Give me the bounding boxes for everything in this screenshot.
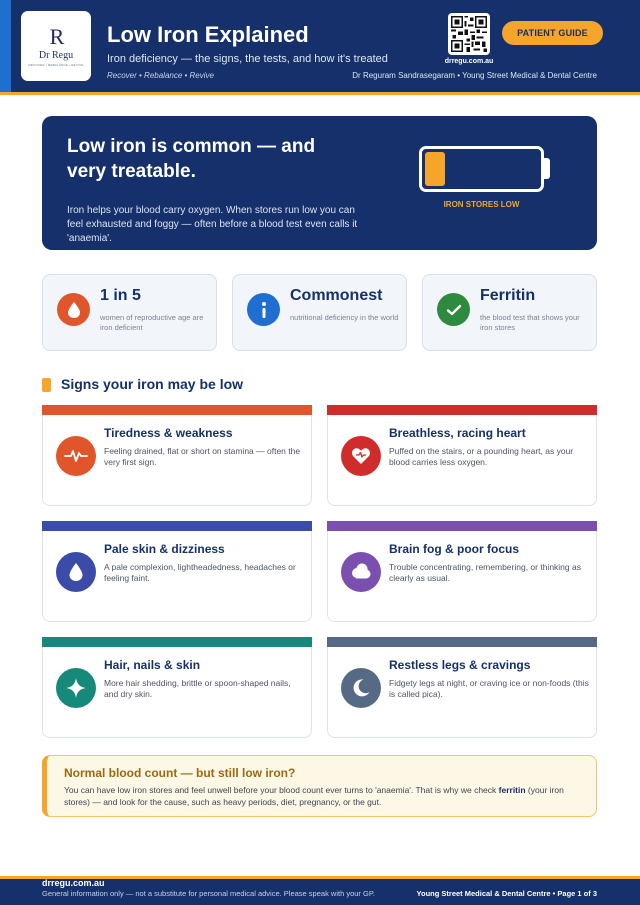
footer-page-info: Young Street Medical & Dental Centre • Page 1 of 3 [416, 889, 597, 898]
sparkle-icon [56, 668, 96, 708]
qr-code-icon[interactable] [448, 13, 490, 55]
sign-title: Tiredness & weakness [104, 426, 233, 440]
section-marker [42, 378, 51, 392]
card-color-bar [327, 405, 597, 415]
sign-title: Hair, nails & skin [104, 658, 201, 672]
header-divider [0, 92, 640, 95]
card-color-bar [327, 521, 597, 531]
sign-body: Feeling drained, flat or short on stamina — often the very first sign. [104, 446, 301, 467]
drop-icon [57, 293, 90, 326]
callout-body [64, 785, 589, 808]
sign-body: Trouble concentrating, remembering, or thinking as clearly as usual. [389, 562, 581, 583]
info-icon [247, 293, 280, 326]
battery-tip [544, 158, 550, 179]
sign-title: Pale skin & dizziness [104, 542, 225, 556]
callout-text: You can have low iron stores and feel unwell before your blood count ever turns to 'anaemia'. That is why we check [64, 785, 499, 795]
page-title: Low Iron Explained [107, 22, 309, 47]
cloud-icon [341, 552, 381, 592]
stat-value: Ferritin [480, 287, 536, 304]
logo-tagline: RECOVER • REBALANCE • REVIVE [28, 62, 84, 67]
info-callout [42, 755, 597, 817]
sign-title: Breathless, racing heart [389, 426, 526, 440]
section-title: Signs your iron may be low [61, 376, 244, 392]
card-color-bar [327, 637, 597, 647]
heart-icon [341, 436, 381, 476]
sign-card-breathless [327, 405, 597, 506]
footer-disclaimer: General information only — not a substitute for personal medical advice. Please speak with your GP. [42, 889, 375, 898]
sign-card-brain-fog [327, 521, 597, 622]
footer-url[interactable]: drregu.com.au [42, 878, 105, 888]
logo-mark: R [49, 23, 63, 49]
hero-body: Iron helps your blood carry oxygen. When stores run low you can feel exhausted and foggy — often before a blood test even calls it 'anaemia'. [67, 205, 358, 244]
stat-note: nutritional deficiency in the world [290, 313, 399, 322]
stat-value: Commonest [290, 287, 383, 304]
motto: Recover • Rebalance • Revive [107, 71, 214, 80]
pulse-icon [56, 436, 96, 476]
sign-card-tiredness [42, 405, 312, 506]
qr-url: drregu.com.au [444, 58, 494, 65]
battery-level-fill [425, 152, 445, 186]
battery-icon [419, 146, 544, 192]
callout-emphasis: ferritin [498, 785, 526, 795]
header-accent-stripe [0, 0, 11, 92]
page-header [0, 0, 640, 92]
page-footer [0, 876, 640, 905]
callout-title: Normal blood count — but still low iron? [64, 766, 296, 780]
card-color-bar [42, 521, 312, 531]
card-color-bar [42, 637, 312, 647]
callout-text: (your iron stores) — and look for the cause, such as heavy periods, diet, pregnancy, or the gut. [64, 785, 564, 807]
hero-banner [42, 116, 597, 250]
stat-value: 1 in 5 [100, 287, 141, 304]
logo-name: Dr Regu [38, 49, 74, 61]
stat-note: the blood test that shows your iron stores [480, 313, 580, 332]
card-color-bar [42, 405, 312, 415]
sign-title: Brain fog & poor focus [389, 542, 519, 556]
sign-body: Fidgety legs at night, or craving ice or non-foods (this is called pica). [389, 678, 589, 699]
stat-card-prevalence [42, 274, 217, 351]
page-subtitle: Iron deficiency — the signs, the tests, and how it's treated [107, 53, 388, 65]
stat-card-ferritin [422, 274, 597, 351]
sign-body: A pale complexion, lightheadedness, headaches or feeling faint. [104, 562, 296, 583]
hero-title: Low iron is common — and very treatable. [67, 136, 316, 182]
moon-icon [341, 668, 381, 708]
logo [21, 11, 91, 81]
sign-card-pale-skin [42, 521, 312, 622]
sign-body: Puffed on the stairs, or a pounding heart, as your blood carries less oxygen. [389, 446, 574, 467]
sign-card-restless-legs [327, 637, 597, 738]
doctor-line: Dr Reguram Sandrasegaram • Young Street Medical & Dental Centre [352, 71, 597, 80]
stat-card-commonest [232, 274, 407, 351]
patient-guide-badge: PATIENT GUIDE [502, 21, 603, 45]
drop-icon [56, 552, 96, 592]
stat-note: women of reproductive age are iron deficient [100, 313, 204, 332]
sign-title: Restless legs & cravings [389, 658, 531, 672]
check-icon [437, 293, 470, 326]
battery-label: IRON STORES LOW [443, 200, 520, 209]
sign-body: More hair shedding, brittle or spoon-shaped nails, and dry skin. [104, 678, 291, 699]
sign-card-hair-nails [42, 637, 312, 738]
